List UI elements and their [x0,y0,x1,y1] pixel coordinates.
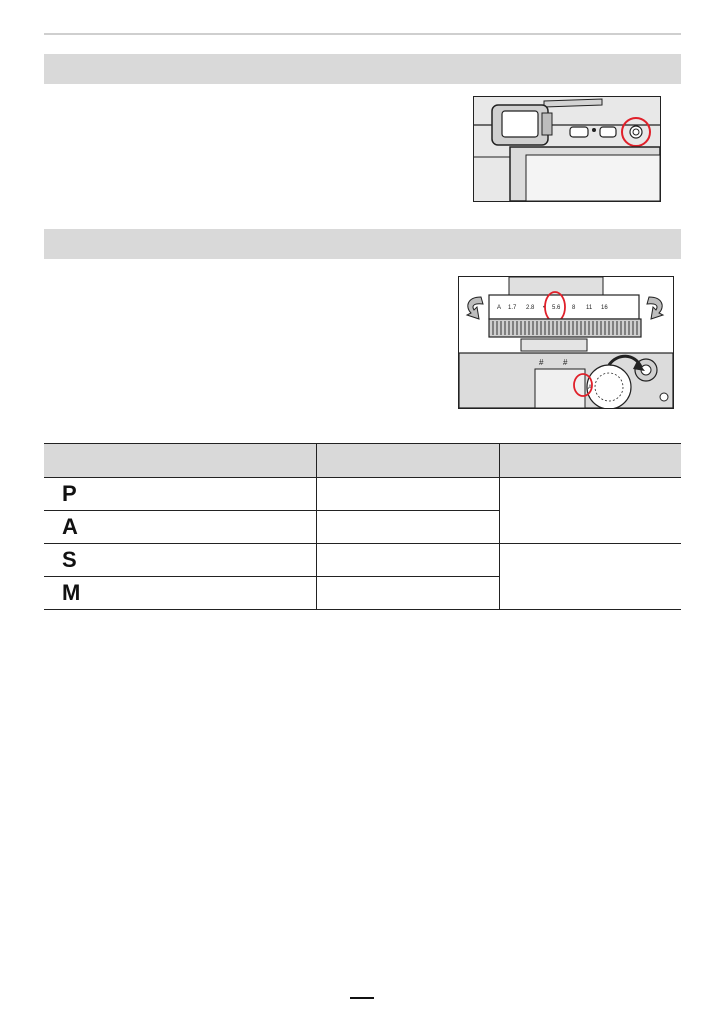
table-cell-merged [500,478,682,544]
table-row [44,478,681,511]
mode-s-cell: S [44,544,317,577]
table-header-cell-1 [44,444,317,478]
shooting-modes-table [44,443,681,610]
mode-m-cell: M [44,577,317,610]
aperture-mark-2-8: 2.8 [526,305,535,311]
table-cell-merged [500,544,682,610]
table-header-row [44,444,681,478]
table-row [44,544,681,577]
table-cell [317,544,500,577]
table-header-cell-3 [500,444,682,478]
table-header-cell-2 [317,444,500,478]
section-header-bar-2 [44,229,681,259]
section-header-bar-1 [44,54,681,84]
aperture-mark-8: 8 [572,305,576,311]
table-cell [317,478,500,511]
aperture-mark-dot: • [543,305,546,311]
dial-letter: A [588,385,593,391]
mode-a-cell: A [44,511,317,544]
aperture-mark-16: 16 [601,305,608,311]
page-number-underline [350,997,374,999]
aperture-mark-11: 11 [586,305,593,311]
camera-rear-illustration [473,96,661,202]
table-cell [317,511,500,544]
aperture-mark-1-7: 1.7 [508,305,517,311]
svg-text:#: # [563,358,568,367]
aperture-mark-5-6: 5.6 [552,305,561,311]
top-rule [44,33,681,35]
svg-text:#: # [539,358,544,367]
aperture-ring-illustration [458,276,674,409]
table-cell [317,577,500,610]
aperture-mark-a: A [497,305,502,311]
mode-p-cell: P [44,478,317,511]
